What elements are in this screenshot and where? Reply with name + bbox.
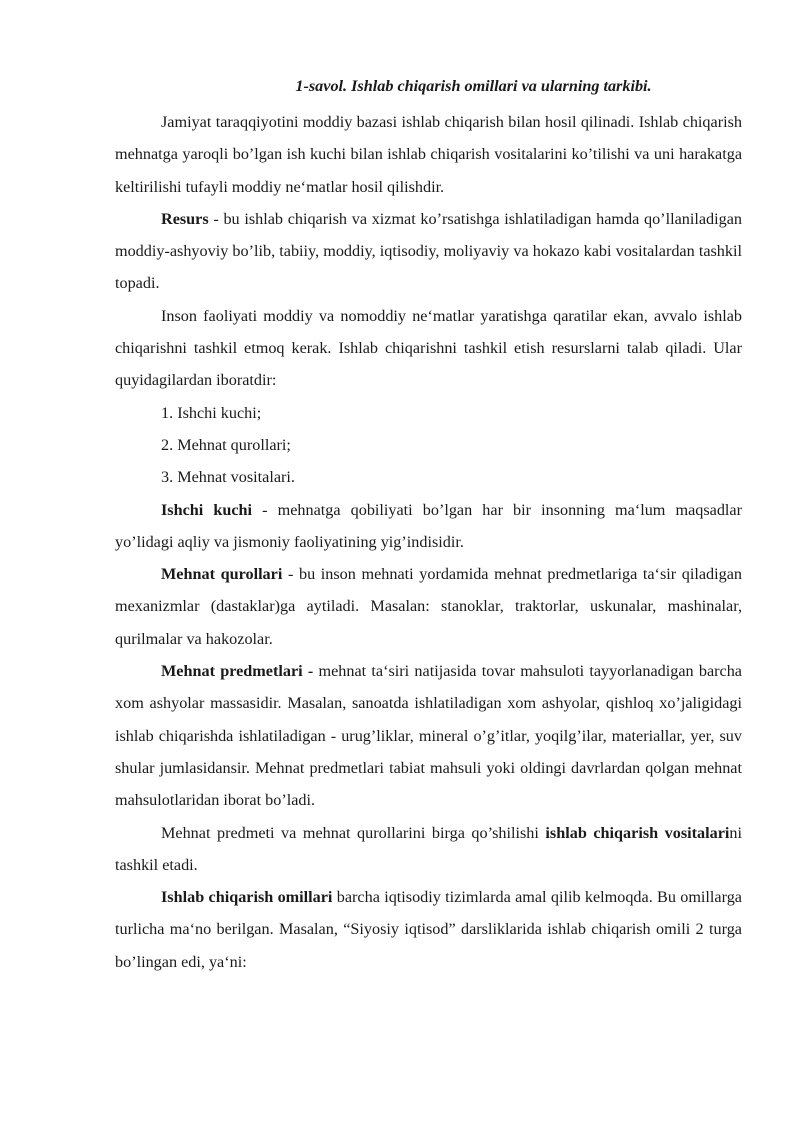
section-heading bbox=[115, 76, 742, 96]
paragraph-vositalari bbox=[115, 817, 742, 882]
paragraph-resurs-text: - bu ishlab chiqarish va xizmat ko’rsatishga ishlatiladigan hamda qo’llaniladigan moddiy-ashyoviy bo’lib, tabiiy, moddiy, iqtisodiy, moliyaviy va hokazo kabi vositalardan tashkil topadi. bbox=[115, 209, 742, 293]
paragraph-intro: Jamiyat taraqqiyotini moddiy bazasi ishlab chiqarish bilan hosil qilinadi. Ishlab chiqarish mehnatga yaroqli bo’lgan ish kuchi bilan ishlab chiqarish vositalarini ko’tilishi va uni harakatga keltirilishi tufayli moddiy ne‘matlar hosil qilishdir. bbox=[115, 113, 742, 196]
term-ishlab-chiqarish-omillari: Ishlab chiqarish omillari bbox=[161, 888, 333, 907]
paragraph-inson: Inson faoliyati moddiy va nomoddiy ne‘matlar yaratishga qaratilar ekan, avvalo ishlab chiqarishni tashkil etmoq kerak. Ishlab chiqarishni tashkil etish resurslarni talab qiladi. Ular quyidagilardan iboratdir: bbox=[115, 306, 742, 390]
term-resurs: Resurs bbox=[161, 209, 209, 228]
list-item: 3. Mehnat vositalari. bbox=[161, 468, 295, 487]
paragraph-mehnat-qurollari-text: - bu inson mehnati yordamida mehnat predmetlariga ta‘sir qiladigan mexanizmlar (dastaklar)ga aytiladi. Masalan: stanoklar, traktorlar, uskunalar, mashinalar, qurilmalar va hakozolar. bbox=[115, 565, 742, 648]
document-body bbox=[115, 106, 742, 978]
paragraph-mehnat-predmetlari bbox=[115, 655, 742, 816]
term-ishlab-chiqarish-vositalari: ishlab chiqarish vositalari bbox=[545, 823, 730, 842]
paragraph-vositalari-text: Mehnat predmeti va mehnat qurollarini birga qo’shilishi bbox=[161, 823, 546, 842]
paragraph-resurs bbox=[115, 203, 742, 300]
term-mehnat-predmetlari: Mehnat predmetlari - bbox=[161, 662, 314, 681]
paragraph-mehnat-qurollari bbox=[115, 558, 742, 655]
paragraph-ishchi-kuchi-text: - mehnatga qobiliyati bo’lgan har bir insonning ma‘lum maqsadlar yo’lidagi aqliy va jismoniy faoliyatining yig’indisidir. bbox=[115, 500, 742, 551]
heading-text: 1-savol. Ishlab chiqarish omillari va ularning tarkibi. bbox=[295, 77, 652, 95]
paragraph-omillari bbox=[115, 881, 742, 978]
paragraph-omillari-text: barcha iqtisodiy tizimlarda amal qilib kelmoqda. Bu omillarga turlicha ma‘no berilgan. Masalan, “Siyosiy iqtisod” darsliklarida ishlab chiqarish omili 2 turga bo’lingan edi, ya‘ni: bbox=[115, 888, 742, 971]
paragraph-mehnat-predmetlari-text: mehnat ta‘siri natijasida tovar mahsuloti tayyorlanadigan barcha xom ashyolar massasidir. Masalan, sanoatda ishlatiladigan xom ashyolar, qishloq xo’jaligidagi ishlab chiqarishda ishlatiladigan - urug’liklar, mineral o’g’itlar, yoqilg’ilar, materiallar, yer, suv shular jumlasidansir. Mehnat predmetlari tabiat mahsuli yoki oldingi davrlardan qolgan mehnat mahsulotlaridan iborat bo’ladi. bbox=[115, 662, 742, 810]
paragraph-ishchi-kuchi bbox=[115, 494, 742, 559]
term-mehnat-qurollari: Mehnat qurollari bbox=[161, 565, 283, 584]
list-item: 2. Mehnat qurollari; bbox=[161, 435, 291, 454]
list-item: 1. Ishchi kuchi; bbox=[161, 403, 262, 422]
term-ishchi-kuchi: Ishchi kuchi bbox=[161, 500, 253, 519]
paragraph-vositalari-tail: ni tashkil etadi. bbox=[115, 823, 742, 874]
